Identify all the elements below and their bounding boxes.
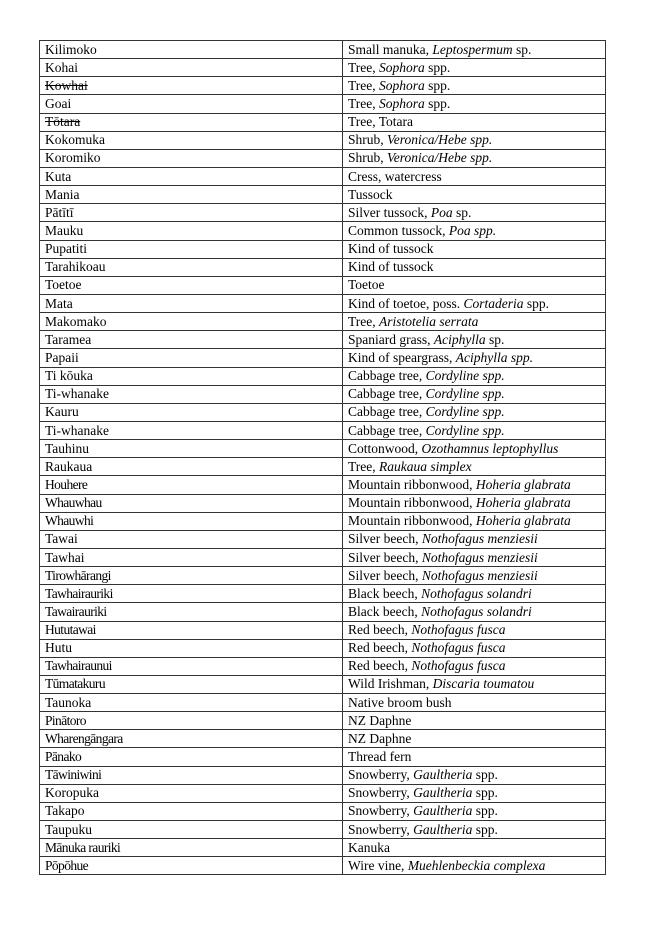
maori-name: Mānuka rauriki (45, 839, 121, 855)
description-text: Tree, (348, 77, 380, 93)
maori-name: Tawhairaunui (45, 658, 112, 674)
table-row (40, 149, 606, 167)
maori-name-cell (40, 639, 343, 657)
table-row (40, 313, 606, 331)
maori-name: Pānako (45, 749, 82, 765)
species-name: Gaultheria (413, 767, 473, 783)
description-cell (343, 712, 606, 730)
table-row (40, 494, 606, 512)
maori-name-cell (40, 258, 343, 276)
description-cell (343, 294, 606, 312)
description-text: spp. (472, 821, 498, 837)
species-name: Nothofagus solandri (421, 585, 532, 601)
description-cell (343, 41, 606, 59)
maori-name: Tarahikoau (45, 259, 106, 275)
maori-name: Tawai (45, 531, 78, 547)
maori-name: Houhere (45, 476, 88, 492)
maori-name: Papaii (45, 349, 79, 365)
maori-name-cell (40, 675, 343, 693)
description-cell (343, 59, 606, 77)
species-name: Cordyline spp. (425, 422, 505, 438)
description-text: Kind of tussock (348, 259, 434, 275)
maori-name-cell (40, 712, 343, 730)
species-name: Cortaderia (463, 295, 524, 311)
table-row (40, 730, 606, 748)
description-cell (343, 186, 606, 204)
table-row (40, 403, 606, 421)
description-text: Kind of tussock (348, 241, 434, 257)
maori-name: Ti kōuka (45, 368, 93, 384)
maori-name-cell (40, 694, 343, 712)
description-cell (343, 349, 606, 367)
maori-name-cell (40, 766, 343, 784)
description-cell (343, 95, 606, 113)
species-name: Ozothamnus leptophyllus (421, 440, 559, 456)
maori-name-cell (40, 548, 343, 566)
table-row (40, 95, 606, 113)
description-cell (343, 512, 606, 530)
table-row (40, 657, 606, 675)
maori-name: Kauru (45, 404, 79, 420)
species-name: Nothofagus menziesii (421, 567, 538, 583)
table-body (40, 41, 606, 875)
maori-name-cell (40, 59, 343, 77)
description-text: Snowberry, (348, 821, 414, 837)
description-text: Shrub, (348, 132, 388, 148)
maori-name: Tirowhārangi (45, 567, 111, 583)
description-text: Black beech, (348, 603, 422, 619)
maori-name-cell (40, 476, 343, 494)
maori-name-cell (40, 204, 343, 222)
table-row (40, 821, 606, 839)
maori-name: Tāwiniwini (45, 767, 102, 783)
maori-name: Koropuka (45, 785, 99, 801)
table-row (40, 621, 606, 639)
maori-name-cell (40, 440, 343, 458)
table-row (40, 766, 606, 784)
species-name: Sophora (379, 59, 425, 75)
description-text: Snowberry, (348, 767, 414, 783)
maori-name-cell (40, 512, 343, 530)
description-cell (343, 675, 606, 693)
description-text: Black beech, (348, 585, 422, 601)
maori-name: Toetoe (45, 277, 82, 293)
description-cell (343, 730, 606, 748)
description-text: Kanuka (348, 839, 390, 855)
maori-name-cell (40, 294, 343, 312)
description-text: Kind of speargrass, (348, 349, 456, 365)
description-text: Snowberry, (348, 803, 414, 819)
species-name: Hoheria glabrata (475, 476, 571, 492)
table-row (40, 694, 606, 712)
description-text: Tree, (348, 59, 380, 75)
species-name: Muehlenbeckia complexa (407, 857, 546, 873)
species-name: Nothofagus solandri (421, 603, 532, 619)
description-text: Kind of toetoe, poss. (348, 295, 464, 311)
maori-name-cell (40, 657, 343, 675)
description-cell (343, 403, 606, 421)
maori-name-cell (40, 530, 343, 548)
description-cell (343, 530, 606, 548)
maori-name: Pupatiti (45, 241, 88, 257)
description-text: spp. (472, 803, 498, 819)
table-row (40, 421, 606, 439)
maori-name: Hututawai (45, 622, 96, 638)
description-cell (343, 421, 606, 439)
maori-name: Raukaua (45, 458, 93, 474)
maori-name: Tawhai (45, 549, 85, 565)
maori-name: Whauwhi (45, 513, 94, 529)
table-row (40, 276, 606, 294)
table-row (40, 367, 606, 385)
description-cell (343, 385, 606, 403)
table-row (40, 167, 606, 185)
description-text: Silver beech, (348, 567, 422, 583)
description-cell (343, 639, 606, 657)
table-row (40, 639, 606, 657)
maori-name: Tūmatakuru (45, 676, 105, 692)
description-cell (343, 167, 606, 185)
description-text: Toetoe (348, 277, 385, 293)
description-text: sp. (452, 204, 472, 220)
maori-name-cell (40, 784, 343, 802)
description-cell (343, 77, 606, 95)
plant-names-table (39, 40, 606, 875)
maori-name: Taramea (45, 331, 92, 347)
description-text: Cress, watercress (348, 168, 442, 184)
species-name: Nothofagus menziesii (421, 549, 538, 565)
species-name: Raukaua simplex (379, 458, 472, 474)
description-text: spp. (472, 785, 498, 801)
table-row (40, 240, 606, 258)
description-text: sp. (485, 331, 505, 347)
species-name: Gaultheria (413, 803, 473, 819)
species-name: Nothofagus fusca (411, 640, 506, 656)
description-cell (343, 857, 606, 875)
species-name: Gaultheria (413, 785, 473, 801)
maori-name-cell (40, 77, 343, 95)
maori-name: Kowhai (45, 77, 88, 93)
maori-name-cell (40, 95, 343, 113)
species-name: Leptospermum (432, 41, 513, 57)
description-text: Cabbage tree, (348, 368, 426, 384)
description-text: Mountain ribbonwood, (348, 513, 476, 529)
description-text: spp. (424, 77, 451, 93)
maori-name-cell (40, 186, 343, 204)
species-name: Aciphylla spp. (455, 349, 533, 365)
description-cell (343, 204, 606, 222)
description-cell (343, 657, 606, 675)
description-cell (343, 240, 606, 258)
maori-name-cell (40, 494, 343, 512)
description-cell (343, 748, 606, 766)
table-row (40, 349, 606, 367)
maori-name-cell (40, 567, 343, 585)
table-row (40, 186, 606, 204)
maori-name: Koromiko (45, 150, 101, 166)
description-cell (343, 222, 606, 240)
table-row (40, 77, 606, 95)
species-name: Hoheria glabrata (475, 495, 571, 511)
table-row (40, 440, 606, 458)
description-text: Red beech, (348, 658, 412, 674)
maori-name-cell (40, 131, 343, 149)
table-row (40, 476, 606, 494)
species-name: Cordyline spp. (425, 386, 505, 402)
maori-name-cell (40, 857, 343, 875)
description-cell (343, 694, 606, 712)
description-text: NZ Daphne (348, 712, 412, 728)
maori-name: Pōpōhue (45, 857, 89, 873)
description-text: Common tussock, (348, 222, 449, 238)
table-row (40, 857, 606, 875)
maori-name-cell (40, 821, 343, 839)
description-cell (343, 476, 606, 494)
species-name: Veronica/Hebe spp. (387, 132, 493, 148)
description-text: sp. (512, 41, 532, 57)
maori-name: Kohai (45, 59, 78, 75)
description-text: Tree, (348, 458, 380, 474)
table-row (40, 258, 606, 276)
description-text: Silver tussock, (348, 204, 431, 220)
species-name: Poa (430, 204, 453, 220)
description-text: Tussock (348, 186, 393, 202)
description-cell (343, 276, 606, 294)
species-name: Aciphylla (433, 331, 486, 347)
species-name: Nothofagus fusca (411, 658, 506, 674)
maori-name-cell (40, 839, 343, 857)
description-text: Cabbage tree, (348, 422, 426, 438)
description-text: Native broom bush (348, 694, 452, 710)
maori-name: Kokomuka (45, 132, 105, 148)
description-cell (343, 548, 606, 566)
table-row (40, 585, 606, 603)
description-cell (343, 766, 606, 784)
table-row (40, 294, 606, 312)
species-name: Nothofagus menziesii (421, 531, 538, 547)
description-cell (343, 567, 606, 585)
maori-name-cell (40, 458, 343, 476)
maori-name: Kilimoko (45, 41, 97, 57)
description-cell (343, 802, 606, 820)
maori-name: Goai (45, 95, 72, 111)
maori-name-cell (40, 331, 343, 349)
maori-name-cell (40, 41, 343, 59)
description-text: spp. (424, 95, 451, 111)
maori-name: Whauwhau (45, 495, 102, 511)
table-row (40, 222, 606, 240)
description-text: spp. (424, 59, 451, 75)
maori-name-cell (40, 385, 343, 403)
maori-name: Ti-whanake (45, 422, 109, 438)
table-row (40, 113, 606, 131)
table-row (40, 839, 606, 857)
table-row (40, 41, 606, 59)
table-row (40, 530, 606, 548)
species-name: Sophora (379, 77, 425, 93)
maori-name: Wharengāngara (45, 730, 123, 746)
description-text: Cabbage tree, (348, 404, 426, 420)
maori-name: Kuta (45, 168, 72, 184)
description-cell (343, 313, 606, 331)
species-name: Nothofagus fusca (411, 622, 506, 638)
description-cell (343, 458, 606, 476)
maori-name-cell (40, 603, 343, 621)
maori-name: Tawhairauriki (45, 585, 113, 601)
species-name: Hoheria glabrata (475, 513, 571, 529)
maori-name: Tauhinu (45, 440, 90, 456)
description-text: Mountain ribbonwood, (348, 495, 476, 511)
description-text: Silver beech, (348, 549, 422, 565)
maori-name-cell (40, 585, 343, 603)
description-text: Red beech, (348, 640, 412, 656)
description-cell (343, 440, 606, 458)
table-row (40, 567, 606, 585)
description-text: Snowberry, (348, 785, 414, 801)
maori-name: Mata (45, 295, 73, 311)
description-cell (343, 839, 606, 857)
maori-name: Mania (45, 186, 80, 202)
description-text: Wild Irishman, (348, 676, 433, 692)
description-text: Red beech, (348, 622, 412, 638)
maori-name-cell (40, 167, 343, 185)
maori-name: Mauku (45, 222, 84, 238)
table-row (40, 748, 606, 766)
table-row (40, 603, 606, 621)
description-cell (343, 494, 606, 512)
maori-name: Hutu (45, 640, 72, 656)
description-cell (343, 331, 606, 349)
table-row (40, 59, 606, 77)
maori-name-cell (40, 349, 343, 367)
maori-name-cell (40, 421, 343, 439)
species-name: Gaultheria (413, 821, 473, 837)
description-text: Tree, (348, 95, 380, 111)
maori-name-cell (40, 222, 343, 240)
maori-name-cell (40, 367, 343, 385)
description-text: Cabbage tree, (348, 386, 426, 402)
table-row (40, 458, 606, 476)
maori-name-cell (40, 730, 343, 748)
maori-name-cell (40, 802, 343, 820)
species-name: Cordyline spp. (425, 404, 505, 420)
maori-name-cell (40, 748, 343, 766)
description-cell (343, 621, 606, 639)
description-text: Thread fern (348, 749, 412, 765)
description-text: Spaniard grass, (348, 331, 434, 347)
maori-name-cell (40, 113, 343, 131)
description-cell (343, 149, 606, 167)
maori-name: Tawairauriki (45, 603, 107, 619)
table-row (40, 548, 606, 566)
description-text: Small manuka, (348, 41, 433, 57)
description-text: NZ Daphne (348, 730, 412, 746)
table-row (40, 675, 606, 693)
maori-name: Tōtara (45, 114, 81, 130)
table-row (40, 802, 606, 820)
description-cell (343, 603, 606, 621)
description-text: Tree, (348, 313, 380, 329)
description-text: Shrub, (348, 150, 388, 166)
maori-name-cell (40, 149, 343, 167)
description-cell (343, 821, 606, 839)
table-row (40, 712, 606, 730)
species-name: Cordyline spp. (425, 368, 505, 384)
table-row (40, 385, 606, 403)
table-row (40, 512, 606, 530)
description-cell (343, 131, 606, 149)
species-name: Poa spp. (448, 222, 497, 238)
description-text: spp. (472, 767, 498, 783)
table-row (40, 131, 606, 149)
maori-name: Taupuku (45, 821, 93, 837)
maori-name: Taunoka (45, 694, 92, 710)
maori-name: Pātītī (45, 204, 74, 220)
table-row (40, 204, 606, 222)
species-name: Veronica/Hebe spp. (387, 150, 493, 166)
description-text: spp. (523, 295, 550, 311)
maori-name-cell (40, 276, 343, 294)
species-name: Sophora (379, 95, 425, 111)
description-text: Mountain ribbonwood, (348, 476, 476, 492)
species-name: Discaria toumatou (432, 676, 535, 692)
table-row (40, 331, 606, 349)
maori-name-cell (40, 403, 343, 421)
maori-name: Pinātoro (45, 712, 86, 728)
maori-name-cell (40, 621, 343, 639)
maori-name-cell (40, 240, 343, 258)
table-row (40, 784, 606, 802)
description-cell (343, 784, 606, 802)
description-cell (343, 113, 606, 131)
maori-name-cell (40, 313, 343, 331)
description-cell (343, 585, 606, 603)
maori-name: Ti-whanake (45, 386, 109, 402)
maori-name: Makomako (45, 313, 107, 329)
description-text: Wire vine, (348, 857, 408, 873)
description-text: Silver beech, (348, 531, 422, 547)
description-cell (343, 258, 606, 276)
maori-name: Takapo (45, 803, 85, 819)
description-cell (343, 367, 606, 385)
species-name: Aristotelia serrata (379, 313, 479, 329)
description-text: Cottonwood, (348, 440, 422, 456)
description-text: Tree, Totara (348, 114, 414, 130)
